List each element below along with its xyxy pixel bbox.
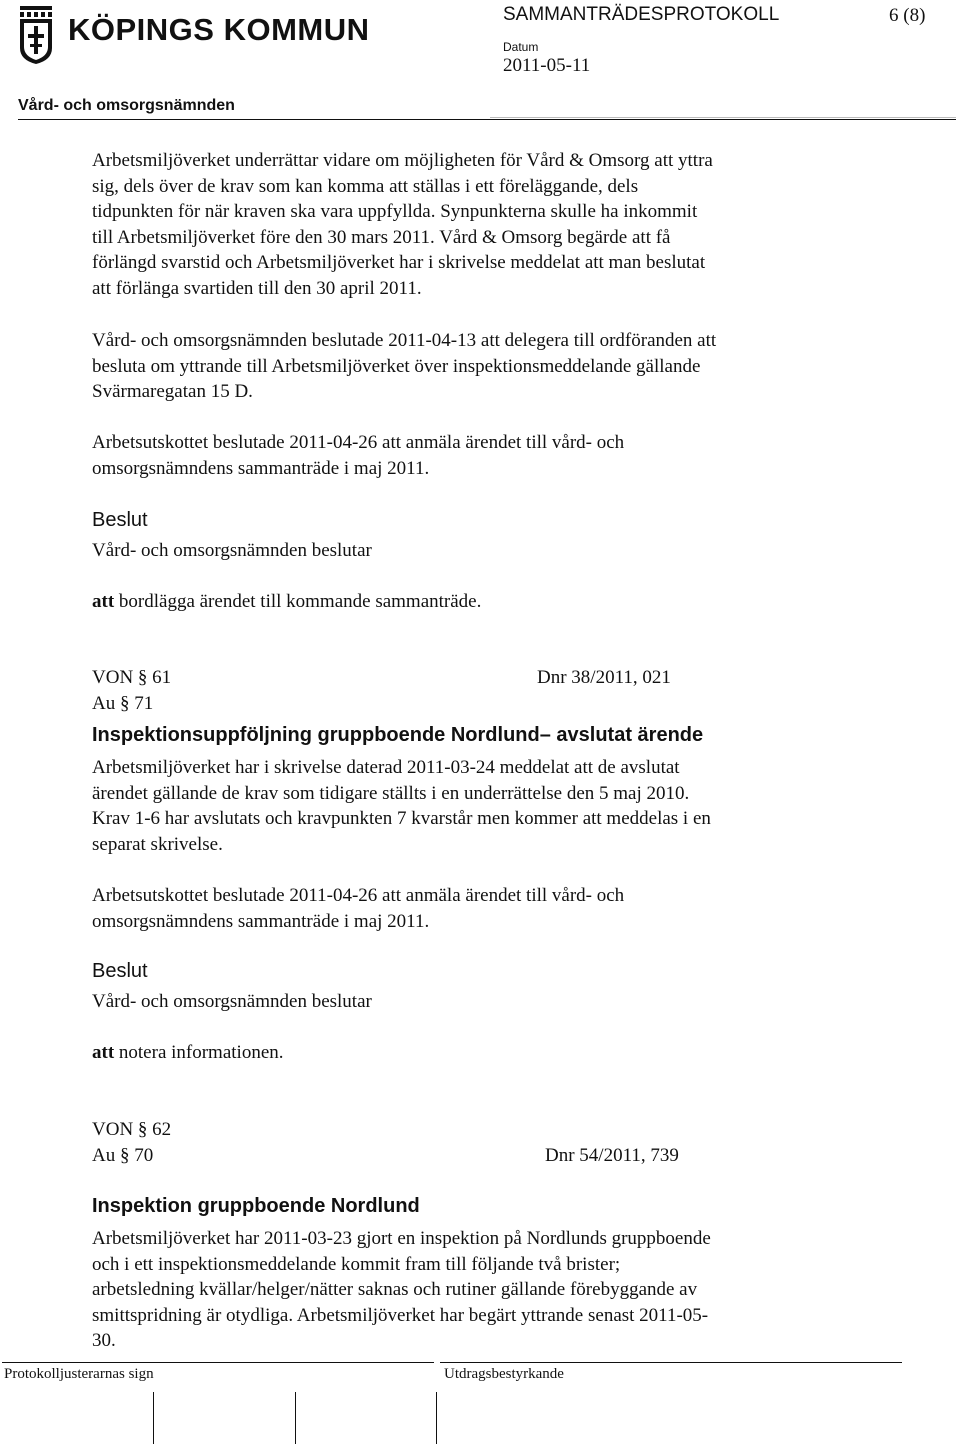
intro-paragraph-1: Arbetsmiljöverket underrättar vidare om möjligheten för Vård & Omsorg att yttra sig, dels över de krav som kan komma att ställas i ett föreläggande, dels tidpunkten för när kraven ska vara uppfyllda. Synpunkterna skulle ha inkommit till Arbetsmiljöverket före den 30 mars 2011. Vård & Omsorg begärde att få förlängd svarstid och Arbetsmiljöverket har i skrivelse meddelat att man beslutat att förlänga svartiden till den 30 april 2011.	[92, 150, 713, 299]
section-61-paragraph-2: Arbetsutskottet beslutade 2011-04-26 att anmäla ärendet till vård- och omsorgsnämndens sammanträde i maj 2011.	[92, 885, 625, 932]
committee-name: Vård- och omsorgsnämnden	[18, 97, 235, 114]
section-61-number: VON § 61	[92, 667, 172, 688]
intro-paragraph-3: Arbetsutskottet beslutade 2011-04-26 att anmäla ärendet till vård- och omsorgsnämndens sammanträde i maj 2011.	[92, 432, 625, 479]
section-61-beslut-line: Vård- och omsorgsnämnden beslutar	[92, 991, 372, 1012]
signature-box-divider	[295, 1392, 296, 1444]
section-61-decision: att notera informationen.	[92, 1042, 284, 1063]
section-61-title: Inspektionsuppföljning gruppboende Nordlund– avslutat ärende	[92, 724, 704, 746]
document-type: SAMMANTRÄDESPROTOKOLL	[503, 4, 780, 25]
page-number: 6 (8)	[889, 5, 926, 26]
signature-box-divider	[153, 1392, 154, 1444]
signature-box-divider	[436, 1392, 437, 1444]
section-62-paragraph-1: Arbetsmiljöverket har 2011-03-23 gjort en inspektion på Nordlunds gruppboende och i ett inspektionsmeddelande kommit fram till följande två brister; arbetsledning kvällar/helger/nätter saknas och rutiner gällande förebyggande av smittspridning är otydliga. Arbetsmiljöverket har begärt yttrande senast 2011-05- 30.	[92, 1228, 711, 1351]
section-61-paragraph-1: Arbetsmiljöverket har i skrivelse daterad 2011-03-24 meddelat att de avslutat ärendet gällande de krav som tidigare ställts i en underrättelse den 5 maj 2010. Krav 1-6 har avslutats och kravpunkten 7 kvarstår men kommer att meddelas i en separat skrivelse.	[92, 757, 711, 855]
decision: att bordlägga ärendet till kommande sammanträde.	[92, 591, 482, 612]
municipality-logo-text: KÖPINGS KOMMUN	[68, 12, 370, 47]
coat-of-arms-icon	[18, 4, 54, 66]
section-61-dnr: Dnr 38/2011, 021	[537, 667, 671, 688]
section-62-dnr: Dnr 54/2011, 739	[545, 1145, 679, 1166]
header-divider-light	[490, 117, 956, 118]
section-62-au: Au § 70	[92, 1145, 154, 1166]
footer-rule-left	[2, 1362, 434, 1363]
date-label: Datum	[503, 40, 539, 54]
extract-certification-label: Utdragsbestyrkande	[444, 1366, 564, 1382]
section-61-beslut-heading: Beslut	[92, 960, 148, 982]
beslut-line: Vård- och omsorgsnämnden beslutar	[92, 540, 372, 561]
date-value: 2011-05-11	[503, 55, 591, 76]
section-61-au: Au § 71	[92, 693, 154, 714]
footer-rule-right	[440, 1362, 902, 1363]
signature-label: Protokolljusterarnas sign	[4, 1366, 154, 1382]
beslut-heading: Beslut	[92, 509, 148, 531]
section-62-number: VON § 62	[92, 1119, 172, 1140]
section-62-title: Inspektion gruppboende Nordlund	[92, 1195, 420, 1217]
intro-paragraph-2: Vård- och omsorgsnämnden beslutade 2011-04-13 att delegera till ordföranden att besluta om yttrande till Arbetsmiljöverket över inspektionsmeddelande gällande Svärmaregatan 15 D.	[92, 330, 717, 402]
header-divider	[18, 119, 956, 120]
